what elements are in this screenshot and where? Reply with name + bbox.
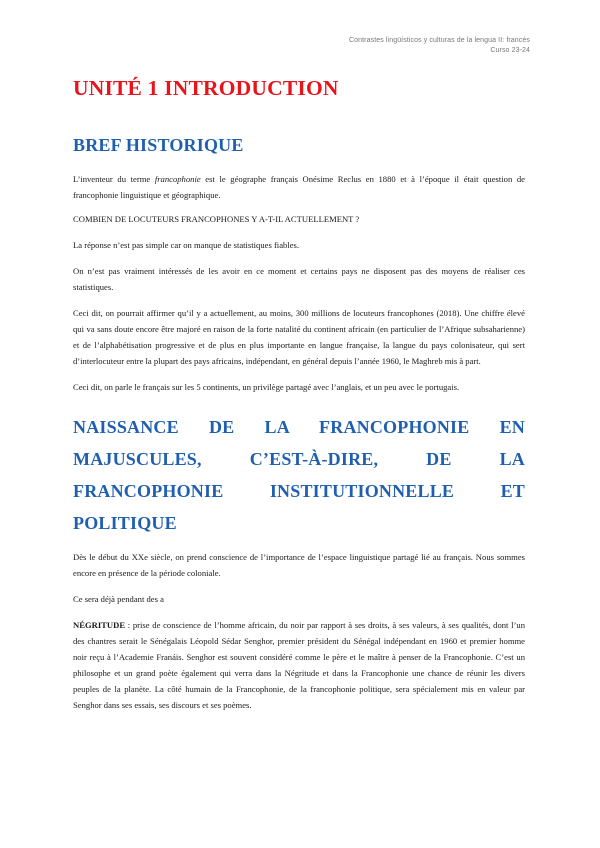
page-header: [349, 36, 530, 56]
unit-title: UNITÉ 1 INTRODUCTION: [73, 76, 339, 100]
header-course-title: Contrastes lingüísticos y culturas de la lengua II: francés: [349, 37, 530, 44]
negritude-term: NÉGRITUDE: [73, 620, 126, 630]
heading-main-text: NAISSANCE DE LA FRANCOPHONIE EN MAJUSCULES, C’EST-À-DIRE, DE LA FRANCOPHONIE INSTITUTIONNELLE ET: [73, 417, 525, 501]
paragraph-interest: On n’est pas vraiment intéressés de les avoir en ce moment et certains pays ne disposent pas des moyens de réaliser ces statistiques.: [73, 266, 525, 292]
heading-last-word: POLITIQUE: [73, 513, 177, 533]
paragraph-xxe-siecle: Dès le début du XXe siècle, on prend conscience de l’importance de l’espace linguistique partagé lié au français. Nous sommes encore en présence de la période coloniale.: [73, 552, 525, 578]
intro-paragraph: [73, 171, 525, 203]
intro-text-end: est le géographe français Onésime Reclus en 1880 et à l’époque il était question de francophonie linguistique et géographique.: [73, 174, 525, 200]
section-heading-naissance: [73, 411, 525, 539]
paragraph-continents: Ceci dit, on parle le français sur les 5 continents, un privilège partagé avec l’anglais, et un peu avec le portugais.: [73, 382, 460, 392]
question-line: COMBIEN DE LOCUTEURS FRANCOPHONES Y A-T-IL ACTUELLEMENT ?: [73, 214, 360, 224]
header-course-year: Curso 23-24: [490, 47, 530, 54]
paragraph-speakers: Ceci dit, on pourrait affirmer qu’il y a actuellement, au moins, 300 millions de locuteurs francophones (2018). Une chiffre élevé qui va sans doute encore être majoré en raison de la forte natalité du continent africain (en particulier de l’Afrique subsaharienne) et de l’alphabétisation progressive et de plus en plus importante en langue française, la langue du pays colonisateur, qui sert d’interlocuteur entre la plupart des pays africains, indépendant, en général depuis l’année 1960, le Maghreb mis à part.: [73, 308, 525, 366]
section-heading-bref-historique: BREF HISTORIQUE: [73, 135, 244, 155]
intro-term: francophonie: [154, 174, 201, 184]
paragraph-statistics: La réponse n’est pas simple car on manque de statistiques fiables.: [73, 240, 299, 250]
paragraph-fragment: Ce sera déjà pendant des a: [73, 594, 164, 604]
document-body: [73, 73, 525, 713]
paragraph-negritude: [73, 617, 525, 713]
negritude-text: : prise de conscience de l’homme africain, du noir par rapport à ses droits, à ses valeurs, à ses qualités, dont l’un des chantres serait le Sénégalais Léopold Sédar Senghor, premier président du Sénégal indépendant en 1960 et premier homme noir reçu à l’Academie Franáis. Senghor est souvent considéré comme le père et le maître à penser de la Francophonie. C’est un philosophe et un grand poète également qui verra dans la Négritude et dans la Francophonie une chance de réunir les divers peuples de la planète. La côté humain de la Francophonie, de la francophonie politique, sera spécialement mis en valeur par Senghor dans ses essais, ses discours et ses poèmes.: [73, 620, 525, 710]
intro-text-start: L’inventeur du terme: [73, 174, 155, 184]
